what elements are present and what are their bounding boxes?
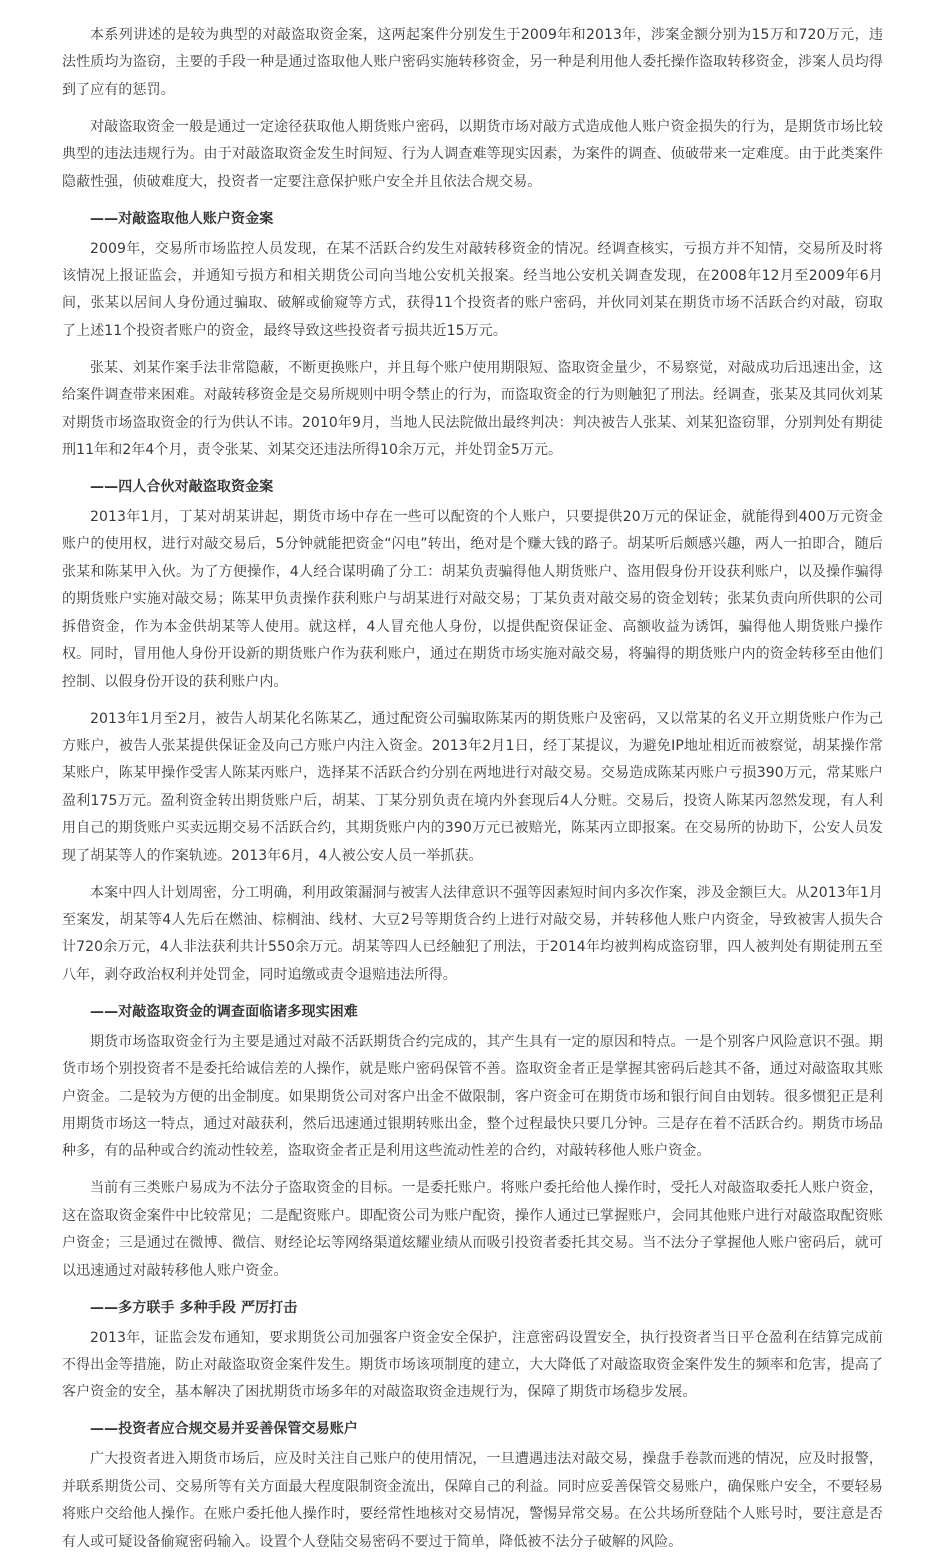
section2-paragraph-1: 2013年1月，丁某对胡某讲起，期货市场中存在一些可以配资的个人账户，只要提供20万元的保证金，就能得到400万元资金账户的使用权，进行对敲交易后，5分钟就能把资金“闪电”转出，绝对是个赚大钱的路子。胡某听后颇感兴趣，两人一拍即合，随后张某和陈某甲入伙。为了方便操作，4人经合谋明确了分工：胡某负责骗得他人期货账户、盗用假身份开设获利账户，以及操作骗得的期货账户实施对敲交易；陈某甲负责操作获利账户与胡某进行对敲交易；丁某负责对敲交易的资金划转；张某负责向所供职的公司拆借资金，作为本金供胡某等人使用。就这样，4人冒充他人身份，以提供配资保证金、高额收益为诱饵，骗得他人期货账户操作权。同时，冒用他人身份开设新的期货账户作为获利账户，通过在期货市场实施对敲交易，将骗得的期货账户内的资金转移至由他们控制、以假身份开设的获利账户内。 [62, 509, 884, 690]
section4-paragraph-1: 2013年，证监会发布通知，要求期货公司加强客户资金安全保护，注意密码设置安全，执行投资者当日平仓盈利在结算完成前不得出金等措施，防止对敲盗取资金案件发生。期货市场该项制度的建立，大大降低了对敲盗取资金案件发生的频率和危害，提高了客户资金的安全，基本解决了困扰期货市场多年的对敲盗取资金违规行为，保障了期货市场稳步发展。 [62, 1329, 883, 1401]
intro-paragraph-2: 对敲盗取资金一般是通过一定途径获取他人期货账户密码，以期货市场对敲方式造成他人账户资金损失的行为，是期货市场比较典型的违法违规行为。由于对敲盗取资金发生时间短、行为人调查难等现实因素，为案件的调查、侦破带来一定难度。由于此类案件隐蔽性强，侦破难度大，投资者一定要注意保护账户安全并且依法合规交易。 [62, 118, 883, 190]
section3-paragraph-1: 期货市场盗取资金行为主要是通过对敲不活跃期货合约完成的，其产生具有一定的原因和特点。一是个别客户风险意识不强。期货市场个别投资者不是委托给诚信差的人操作，就是账户密码保管不善。盗取资金者正是掌握其密码后趁其不备，通过对敲盗取其账户资金。二是较为方便的出金制度。如果期货公司对客户出金不做限制，客户资金可在期货市场和银行间自由划转。很多惯犯正是利用期货市场这一特点，通过对敲获利，然后迅速通过银期转账出金，整个过程最快只要几分钟。三是存在着不活跃合约。期货市场品种多，有的品种或合约流动性较差，盗取资金者正是利用这些流动性差的合约，对敲转移他人账户资金。 [62, 1033, 883, 1160]
section5-paragraph-1: 广大投资者进入期货市场后，应及时关注自己账户的使用情况，一旦遭遇违法对敲交易，操盘手卷款而逃的情况，应及时报警，并联系期货公司、交易所等有关方面最大程度限制资金流出，保障自己的利益。同时应妥善保管交易账户，确保账户安全，不要轻易将账户交给他人操作。在账户委托他人操作时，要经常性地核对交易情况，警惕异常交易。在公共场所登陆个人账号时，要注意是否有人或可疑设备偷窥密码输入。设置个人登陆交易密码不要过于简单，降低被不法分子破解的风险。 [62, 1451, 883, 1550]
section2-paragraph-2: 2013年1月至2月，被告人胡某化名陈某乙，通过配资公司骗取陈某丙的期货账户及密码，又以常某的名义开立期货账户作为己方账户，被告人张某提供保证金及向己方账户内注入资金。2013年2月1日，经丁某提议，为避免IP地址相近而被察觉，胡某操作常某账户，陈某甲操作受害人陈某丙账户，选择某不活跃合约分别在两地进行对敲交易。交易造成陈某丙账户亏损390万元，常某账户盈利175万元。盈利资金转出期货账户后，胡某、丁某分别负责在境内外套现后4人分赃。交易后，投资人陈某丙忽然发现，有人利用自己的期货账户买卖远期交易不活跃合约，其期货账户内的390万元已被赔光，陈某丙立即报案。在交易所的协助下，公安人员发现了胡某等人的作案轨迹。2013年6月，4人被公安人员一举抓获。 [62, 710, 883, 864]
section1-paragraph-1: 2009年，交易所市场监控人员发现，在某不活跃合约发生对敲转移资金的情况。经调查核实，亏损方并不知情，交易所及时将该情况上报证监会，并通知亏损方和相关期货公司向当地公安机关报案。经当地公安机关调查发现，在2008年12月至2009年6月间，张某以居间人身份通过骗取、破解或偷窥等方式，获得11个投资者的账户密码，并伙同刘某在期货市场不活跃合约对敲，窃取了上述11个投资者账户的资金，最终导致这些投资者亏损共近15万元。 [62, 240, 883, 339]
section-heading-4: ——多方联手 多种手段 严厉打击 [90, 1299, 298, 1316]
section1-paragraph-2: 张某、刘某作案手法非常隐蔽，不断更换账户，并且每个账户使用期限短、盗取资金量少，不易察觉，对敲成功后迅速出金，这给案件调查带来困难。对敲转移资金是交易所规则中明令禁止的行为，而盗取资金的行为则触犯了刑法。经调查，张某及其同伙刘某对期货市场盗取资金的行为供认不讳。2010年9月，当地人民法院做出最终判决：判决被告人张某、刘某犯盗窃罪，分别判处有期徒刑11年和2年4个月，责令张某、刘某交还违法所得10余万元，并处罚金5万元。 [62, 359, 883, 459]
section2-paragraph-3: 本案中四人计划周密，分工明确，利用政策漏洞与被害人法律意识不强等因素短时间内多次作案，涉及金额巨大。从2013年1月至案发，胡某等4人先后在燃油、棕榈油、线材、大豆2号等期货合约上进行对敲交易，并转移他人账户内资金，导致被害人损失合计720余万元，4人非法获利共计550余万元。胡某等四人已经触犯了刑法，于2014年均被判构成盗窃罪，四人被判处有期徒刑五至八年，剥夺政治权利并处罚金，同时追缴或责令退赔违法所得。 [62, 884, 883, 983]
section-heading-2: ——四人合伙对敲盗取资金案 [90, 479, 274, 496]
section3-paragraph-2: 当前有三类账户易成为不法分子盗取资金的目标。一是委托账户。将账户委托给他人操作时，受托人对敲盗取委托人账户资金，这在盗取资金案件中比较常见；二是配资账户。即配资公司为账户配资，操作人通过已掌握账户，会同其他账户进行对敲盗取配资账户资金；三是通过在微博、微信、财经论坛等网络渠道炫耀业绩从而吸引投资者委托其交易。当不法分子掌握他人账户密码后，就可以迅速通过对敲转移他人账户资金。 [62, 1180, 883, 1279]
section-heading-3: ——对敲盗取资金的调查面临诸多现实困难 [90, 1003, 358, 1020]
section-heading-1: ——对敲盗取他人账户资金案 [90, 210, 274, 227]
intro-paragraph-1: 本系列讲述的是较为典型的对敲盗取资金案，这两起案件分别发生于2009年和2013年，涉案金额分别为15万和720万元，违法性质均为盗窃，主要的手段一种是通过盗取他人账户密码实施转移资金，另一种是利用他人委托操作盗取转移资金，涉案人员均得到了应有的惩罚。 [62, 27, 883, 98]
section-heading-5: ——投资者应合规交易并妥善保管交易账户 [90, 1421, 358, 1438]
